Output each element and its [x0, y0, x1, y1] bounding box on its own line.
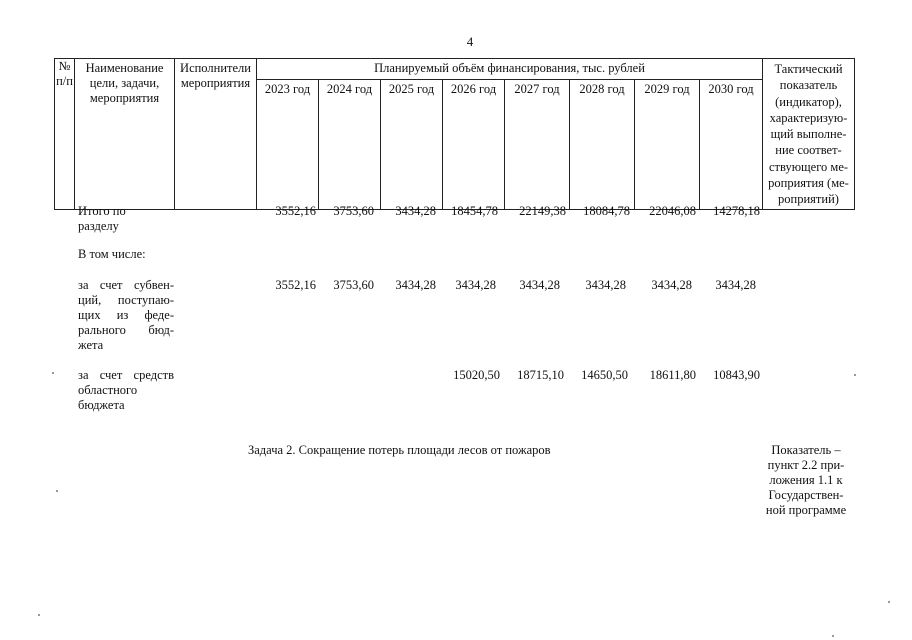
header-year-2023: 2023 год: [257, 80, 319, 210]
total-2026: 18454,78: [451, 204, 498, 218]
header-name: Наименование цели, задачи, мероприятия: [75, 59, 175, 210]
federal-2025: 3434,28: [395, 278, 436, 292]
header-funding-title: Планируемый объём финансирования, тыс. рублей: [257, 59, 763, 80]
header-year-2029: 2029 год: [635, 80, 700, 210]
scan-speck: [832, 635, 834, 637]
federal-2029: 3434,28: [651, 278, 692, 292]
header-year-2028: 2028 год: [570, 80, 635, 210]
federal-2027: 3434,28: [519, 278, 560, 292]
total-2025: 3434,28: [395, 204, 436, 218]
header-year-2025: 2025 год: [381, 80, 443, 210]
header-year-2027: 2027 год: [505, 80, 570, 210]
federal-2030: 3434,28: [715, 278, 756, 292]
header-executors: Исполнители мероприятия: [175, 59, 257, 210]
total-2027: 22149,38: [519, 204, 566, 218]
scan-speck: [56, 490, 58, 492]
header-year-2024: 2024 год: [319, 80, 381, 210]
scan-speck: [854, 374, 856, 376]
page-number: 4: [466, 34, 474, 49]
federal-2023: 3552,16: [275, 278, 316, 292]
regional-label: за счет средств областного бюджета: [78, 368, 174, 412]
regional-2027: 18715,10: [517, 368, 564, 382]
federal-2024: 3753,60: [333, 278, 374, 292]
federal-label: за счет субвен- ций, поступаю- щих из феде- рального бюд- жета: [78, 278, 174, 352]
task2-indicator: Показатель – пункт 2.2 при- ложения 1.1 к Государствен- ной программе: [765, 443, 847, 517]
total-2029: 22046,08: [649, 204, 696, 218]
total-2028: 18084,78: [583, 204, 630, 218]
total-label: Итого по разделу: [78, 204, 126, 233]
including-label: В том числе:: [78, 247, 146, 261]
regional-2028: 14650,50: [581, 368, 628, 382]
funding-table-header: [54, 58, 855, 210]
task2-title: Задача 2. Сокращение потерь площади лесов от пожаров: [248, 443, 551, 457]
federal-2028: 3434,28: [585, 278, 626, 292]
regional-2030: 10843,90: [713, 368, 760, 382]
scan-speck: [38, 614, 40, 616]
header-number: № п/п: [55, 59, 75, 210]
header-indicator: Тактический показатель (индикатор), характеризую- щий выполне- ние соответ- ствующего ме- роприятия (ме- роприятий): [763, 59, 855, 210]
header-year-2030: 2030 год: [700, 80, 763, 210]
total-2023: 3552,16: [275, 204, 316, 218]
regional-2026: 15020,50: [453, 368, 500, 382]
federal-2026: 3434,28: [455, 278, 496, 292]
scan-speck: [52, 372, 54, 374]
header-year-2026: 2026 год: [443, 80, 505, 210]
total-2030: 14278,18: [713, 204, 760, 218]
regional-2029: 18611,80: [649, 368, 696, 382]
scan-speck: [888, 601, 890, 603]
total-2024: 3753,60: [333, 204, 374, 218]
